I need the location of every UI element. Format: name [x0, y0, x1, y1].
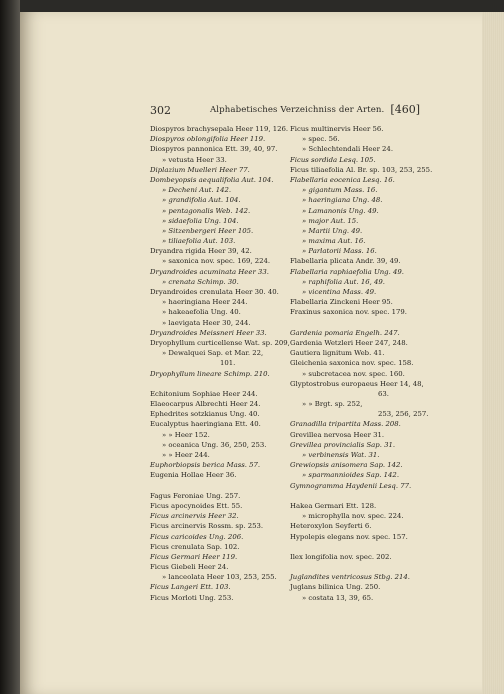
index-entry: » verbinensis Wat. 31. — [302, 451, 380, 459]
index-entry: 63. — [378, 389, 389, 398]
index-entry: » Schlechtendali Heer 24. — [302, 145, 394, 154]
index-entry: » laevigata Heer 30, 244. — [162, 318, 251, 327]
index-entry: » sparmannioides Sap. 142. — [302, 471, 400, 480]
page-edge — [482, 12, 504, 694]
index-entry: Diospyros pannonica Ett. 39, 40, 97. — [150, 145, 278, 154]
index-entry: » hakeaefolia Ung. 40. — [162, 308, 241, 317]
section-gap — [290, 562, 430, 572]
page-number: 302 — [150, 104, 171, 117]
index-entry: Elaeocarpus Albrechti Heer 24. — [150, 400, 261, 409]
index-entry: 101. — [220, 359, 236, 368]
signature-mark: [460] — [390, 103, 420, 116]
index-entry: » sidaefolia Ung. 104. — [162, 216, 239, 225]
index-entry: » Sitzenbergeri Heer 105. — [162, 226, 254, 235]
index-entry: Ficus multinervis Heer 56. — [290, 125, 384, 133]
index-entry: » Decheni Aut. 142. — [162, 186, 232, 195]
index-entry: » Dewalquei Sap. et Mar. 22, — [162, 349, 264, 358]
book-spine-shadow — [0, 0, 20, 694]
index-entry: » lanceolata Heer 103, 253, 255. — [162, 573, 277, 582]
index-entry: Eugenia Hollae Heer 36. — [150, 471, 237, 480]
index-entry: Flabellaria eocenica Lesq. 16. — [290, 175, 395, 184]
index-entry: Gautiera lignitum Web. 41. — [290, 349, 385, 358]
index-entry: Ficus arcinervis Rossm. sp. 253. — [150, 522, 264, 531]
index-entry: Ficus crenulata Sap. 102. — [150, 542, 240, 551]
index-entry: Grevillea provincialis Sap. 31. — [290, 440, 396, 449]
index-entry: Grevillea nervosa Heer 31. — [290, 430, 385, 439]
index-entry: » subcretacea nov. spec. 160. — [302, 369, 405, 378]
index-entry: Dombeyopsis aequalifolia Aut. 104. — [150, 175, 274, 184]
index-entry: Flabellaria raphiaefolia Ung. 49. — [290, 267, 404, 276]
index-entry: Gleichenia saxonica nov. spec. 158. — [290, 359, 414, 368]
index-entry: » » Brgt. sp. 252, — [302, 400, 363, 409]
index-entry: Hakea Germari Ett. 128. — [290, 501, 377, 510]
index-entry: Gymnogramma Haydenii Lesq. 77. — [290, 481, 412, 490]
index-entry: » pentagonalis Web. 142. — [162, 206, 251, 215]
index-entry: » microphylla nov. spec. 224. — [302, 512, 404, 521]
section-gap — [290, 542, 430, 552]
index-entry: Ficus sordida Lesq. 105. — [290, 155, 376, 164]
index-entry: » haeringiana Ung. 48. — [302, 196, 383, 205]
index-entry: » saxonica nov. spec. 169, 224. — [162, 257, 271, 266]
index-entry: » Parlatorii Mass. 16. — [302, 247, 377, 256]
index-entry: Juglans bilinica Ung. 250. — [290, 583, 381, 592]
index-entry: Glyptostrobus europaeus Heer 14, 48, — [290, 379, 424, 388]
section-gap — [150, 481, 284, 491]
index-entry: Ficus arcinervis Heer 32. — [150, 512, 239, 521]
index-entry: Diospyros oblongifolia Heer 119. — [150, 135, 266, 144]
index-entry: 253, 256, 257. — [378, 410, 429, 419]
index-entry: Dryophyllum curticellense Wat. sp. 209, — [150, 338, 290, 347]
index-entry: Ficus Giebeli Heer 24. — [150, 563, 229, 572]
index-entry: Hypolepis elegans nov. spec. 157. — [290, 532, 408, 541]
index-entry: Echitonium Sophiae Heer 244. — [150, 389, 258, 398]
index-entry: » grandifolia Aut. 104. — [162, 196, 241, 205]
index-entry: Dryandra rigida Heer 39, 42. — [150, 247, 252, 256]
index-entry: Gardenia pomaria Engelh. 247. — [290, 328, 400, 337]
section-gap — [290, 491, 430, 501]
index-entry: » vetusta Heer 33. — [162, 155, 227, 164]
index-entry: » spec. 56. — [302, 135, 340, 144]
index-entry: » tiliaefolia Aut. 103. — [162, 237, 236, 246]
index-entry: Ficus Langeri Ett. 103. — [150, 583, 231, 592]
index-entry: » gigantum Mass. 16. — [302, 186, 378, 195]
index-entry: Ficus tiliaefolia Al. Br. sp. 103, 253, 255. — [290, 165, 433, 174]
section-gap — [290, 318, 430, 328]
index-entry: » oceanica Ung. 36, 250, 253. — [162, 440, 267, 449]
index-entry: Ficus apocynoides Ett. 55. — [150, 501, 243, 510]
index-entry: Dryandroides Meissneri Heer 33. — [150, 328, 267, 337]
running-title: Alphabetisches Verzeichniss der Arten. — [210, 105, 385, 115]
index-entry: » crenata Schimp. 30. — [162, 277, 239, 286]
index-entry: Eucalyptus haeringiana Ett. 40. — [150, 420, 261, 429]
index-entry: Fagus Feroniae Ung. 257. — [150, 491, 241, 500]
index-entry: Dryophyllum lineare Schimp. 210. — [150, 369, 270, 378]
index-entry: Fraxinus saxonica nov. spec. 179. — [290, 308, 408, 317]
index-entry: Dryandroides acuminata Heer 33. — [150, 267, 269, 276]
index-entry: » » Heer 244. — [162, 451, 210, 459]
page-header — [150, 104, 420, 120]
index-entry: Ficus caricoides Ung. 206. — [150, 532, 244, 541]
index-entry: Granadilla tripartita Mass. 208. — [290, 420, 401, 429]
index-entry: » costata 13, 39, 65. — [302, 593, 374, 602]
index-entry: » vicentina Mass. 49. — [302, 288, 377, 296]
index-entry: » » Heer 152. — [162, 430, 210, 439]
index-entry: Heteroxylon Seyferti 6. — [290, 522, 372, 531]
index-entry: Flabellaria Zinckeni Heer 95. — [290, 298, 393, 307]
index-entry: » major Aut. 15. — [302, 216, 359, 225]
index-entry: » Martii Ung. 49. — [302, 226, 363, 235]
index-entry: Flabellaria plicata Andr. 39, 49. — [290, 257, 401, 266]
index-entry: Ficus Morloti Ung. 253. — [150, 593, 234, 602]
index-entry: » Lamanonis Ung. 49. — [302, 206, 379, 215]
index-entry: Grewiopsis anisomera Sap. 142. — [290, 461, 403, 470]
index-column-right — [290, 124, 433, 603]
index-entry: Ephedrites sotzkianus Ung. 40. — [150, 410, 260, 419]
index-entry: Ilex longifolia nov. spec. 202. — [290, 552, 392, 561]
index-entry: Gardenia Wetzleri Heer 247, 248. — [290, 338, 408, 347]
index-column-left — [150, 124, 290, 603]
index-entry: » haeringiana Heer 244. — [162, 298, 248, 307]
index-entry: Diplazium Muelleri Heer 77. — [150, 165, 250, 174]
section-gap — [150, 379, 284, 389]
index-entry: Juglandites ventricosus Stbg. 214. — [290, 573, 410, 582]
index-entry: » maxima Aut. 16. — [302, 237, 366, 246]
index-entry: Euphorbiopsis berica Mass. 57. — [150, 461, 261, 470]
index-entry: » raphifolia Aut. 16, 49. — [302, 277, 385, 286]
index-entry: Dryandroides crenulata Heer 30. 40. — [150, 288, 279, 296]
index-entry: Diospyros brachysepala Heer 119, 126. — [150, 125, 289, 133]
index-entry: Ficus Germari Heer 119. — [150, 552, 238, 561]
